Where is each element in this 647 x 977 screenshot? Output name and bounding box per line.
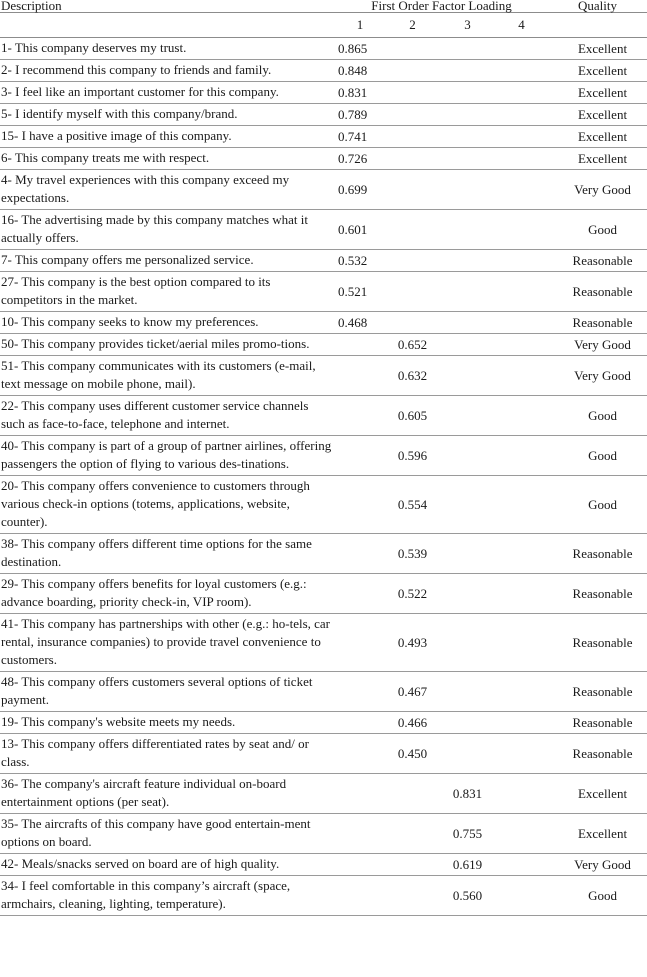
factor-2-loading	[385, 814, 440, 854]
factor-1-loading: 0.741	[338, 128, 368, 144]
item-description: 13- This company offers differentiated rates by seat and/ or class.	[1, 736, 309, 769]
table-row	[0, 272, 647, 312]
factor-1-loading: 0.848	[338, 62, 368, 78]
table-row	[0, 436, 647, 476]
table-row	[0, 126, 647, 148]
item-description: 16- The advertising made by this company matches what it actually offers.	[1, 212, 308, 245]
factor-4-loading	[495, 476, 548, 534]
factor-4-loading	[495, 854, 548, 876]
factor-2-loading: 0.539	[397, 545, 428, 561]
factor-2-loading: 0.596	[397, 447, 428, 463]
quality-rating: Very Good	[574, 367, 631, 383]
factor-2-loading	[385, 82, 440, 104]
table-row	[0, 170, 647, 210]
factor-2-loading	[385, 774, 440, 814]
factor-2-loading	[385, 104, 440, 126]
table-row	[0, 396, 647, 436]
table-row	[0, 814, 647, 854]
factor-3-loading	[440, 312, 495, 334]
item-description: 50- This company provides ticket/aerial miles promo-tions.	[1, 336, 310, 351]
factor-2-loading	[385, 38, 440, 60]
factor-1-loading: 0.831	[338, 84, 368, 100]
item-description: 15- I have a positive image of this company.	[1, 128, 232, 143]
factor-1-loading	[335, 876, 385, 916]
quality-rating: Excellent	[577, 62, 628, 78]
factor-4-loading	[495, 210, 548, 250]
factor-1-loading	[335, 734, 385, 774]
factor-3-loading	[440, 126, 495, 148]
factor-1-loading	[335, 356, 385, 396]
factor-3-loading: 0.755	[452, 825, 483, 841]
factor-3-loading	[440, 272, 495, 312]
item-description: 3- I feel like an important customer for this company.	[1, 84, 279, 99]
table-row	[0, 250, 647, 272]
factor-loading-header: First Order Factor Loading	[371, 0, 512, 13]
description-header: Description	[1, 0, 62, 13]
table-row	[0, 148, 647, 170]
item-description: 6- This company treats me with respect.	[1, 150, 210, 165]
factor-1-loading: 0.865	[338, 40, 368, 56]
factor-4-loading	[495, 614, 548, 672]
quality-rating: Reasonable	[572, 283, 633, 299]
quality-rating: Good	[588, 407, 617, 423]
item-description: 40- This company is part of a group of partner airlines, offering passengers the option of flying to various des-tinations.	[1, 438, 332, 471]
factor-1-loading	[335, 476, 385, 534]
factor-2-loading	[385, 126, 440, 148]
factor-1-loading	[335, 814, 385, 854]
factor-3-loading	[440, 712, 495, 734]
factor-1-loading	[335, 854, 385, 876]
header-row-factors	[0, 13, 647, 38]
quality-rating: Excellent	[577, 106, 628, 122]
factor-1-loading	[335, 712, 385, 734]
factor-1-loading: 0.726	[338, 150, 368, 166]
factor-2-loading	[385, 148, 440, 170]
factor-4-loading	[495, 250, 548, 272]
factor-3-loading: 0.619	[452, 856, 483, 872]
item-description: 29- This company offers benefits for loyal customers (e.g.: advance boarding, priority check-in, VIP room).	[1, 576, 307, 609]
quality-rating: Reasonable	[572, 314, 633, 330]
factor-2-loading	[385, 250, 440, 272]
quality-rating: Reasonable	[572, 545, 633, 561]
factor-3-header: 3	[464, 17, 471, 32]
quality-rating: Reasonable	[572, 714, 633, 730]
quality-rating: Excellent	[577, 40, 628, 56]
quality-rating: Very Good	[574, 336, 631, 352]
quality-rating: Good	[588, 496, 617, 512]
table-row	[0, 334, 647, 356]
item-description: 27- This company is the best option compared to its competitors in the market.	[1, 274, 271, 307]
quality-rating: Excellent	[577, 785, 628, 801]
quality-rating: Very Good	[574, 181, 631, 197]
factor-2-loading: 0.450	[397, 745, 428, 761]
quality-rating: Reasonable	[572, 634, 633, 650]
quality-rating: Excellent	[577, 128, 628, 144]
factor-4-loading	[495, 104, 548, 126]
item-description: 1- This company deserves my trust.	[1, 40, 187, 55]
factor-3-loading: 0.831	[452, 785, 483, 801]
table-row	[0, 574, 647, 614]
table-body	[0, 38, 647, 916]
factor-1-loading	[335, 574, 385, 614]
quality-rating: Reasonable	[572, 585, 633, 601]
quality-rating: Reasonable	[572, 252, 633, 268]
item-description: 34- I feel comfortable in this company’s aircraft (space, armchairs, cleaning, lighting, temperature).	[1, 878, 291, 911]
factor-1-loading: 0.532	[338, 252, 368, 268]
factor-3-loading	[440, 210, 495, 250]
factor-1-loading: 0.789	[338, 106, 368, 122]
table-row	[0, 312, 647, 334]
factor-4-loading	[495, 356, 548, 396]
item-description: 7- This company offers me personalized service.	[1, 252, 254, 267]
factor-4-loading	[495, 312, 548, 334]
factor-4-loading	[495, 60, 548, 82]
quality-rating: Reasonable	[572, 745, 633, 761]
factor-1-loading	[335, 396, 385, 436]
item-description: 41- This company has partnerships with other (e.g.: ho-tels, car rental, insurance companies) to provide travel convenience to customers.	[1, 616, 331, 667]
item-description: 38- This company offers different time options for the same destination.	[1, 536, 312, 569]
factor-4-loading	[495, 38, 548, 60]
factor-2-loading	[385, 312, 440, 334]
factor-4-loading	[495, 876, 548, 916]
factor-4-loading	[495, 712, 548, 734]
factor-1-header: 1	[356, 17, 364, 32]
factor-2-loading: 0.632	[397, 367, 428, 383]
header-row-main	[0, 0, 647, 13]
factor-3-loading	[440, 436, 495, 476]
quality-header: Quality	[578, 0, 618, 13]
factor-3-loading: 0.560	[452, 887, 483, 903]
quality-rating: Reasonable	[572, 683, 633, 699]
factor-2-loading	[385, 60, 440, 82]
empty-header-cell	[0, 13, 335, 38]
quality-rating: Good	[588, 221, 617, 237]
item-description: 5- I identify myself with this company/brand.	[1, 106, 238, 121]
factor-4-loading	[495, 574, 548, 614]
factor-3-loading	[440, 534, 495, 574]
factor-2-loading	[385, 876, 440, 916]
factor-2-loading: 0.493	[397, 634, 428, 650]
factor-2-header: 2	[409, 17, 416, 32]
table-row	[0, 534, 647, 574]
factor-3-loading	[440, 60, 495, 82]
table-row	[0, 356, 647, 396]
factor-1-loading	[335, 534, 385, 574]
factor-3-loading	[440, 356, 495, 396]
item-description: 4- My travel experiences with this company exceed my expectations.	[1, 172, 290, 205]
factor-1-loading	[335, 774, 385, 814]
item-description: 20- This company offers convenience to customers through various check-in options (totems, applications, website, counter).	[1, 478, 310, 529]
factor-1-loading: 0.601	[338, 221, 368, 237]
factor-3-loading	[440, 38, 495, 60]
quality-rating: Good	[588, 887, 617, 903]
factor-3-loading	[440, 250, 495, 272]
factor-4-loading	[495, 774, 548, 814]
table-row	[0, 876, 647, 916]
factor-3-loading	[440, 104, 495, 126]
table-row	[0, 60, 647, 82]
factor-4-loading	[495, 170, 548, 210]
item-description: 51- This company communicates with its customers (e-mail, text message on mobile phone, mail).	[1, 358, 316, 391]
factor-4-loading	[495, 734, 548, 774]
factor-4-loading	[495, 534, 548, 574]
factor-4-header: 4	[518, 17, 525, 32]
item-description: 2- I recommend this company to friends and family.	[1, 62, 272, 77]
factor-1-loading: 0.468	[338, 314, 368, 330]
factor-3-loading	[440, 148, 495, 170]
factor-2-loading	[385, 210, 440, 250]
item-description: 35- The aircrafts of this company have good entertain-ment options on board.	[1, 816, 311, 849]
factor-1-loading	[335, 672, 385, 712]
factor-4-loading	[495, 82, 548, 104]
table-row	[0, 854, 647, 876]
table-row	[0, 672, 647, 712]
item-description: 10- This company seeks to know my preferences.	[1, 314, 259, 329]
factor-2-loading: 0.466	[397, 714, 428, 730]
table-row	[0, 104, 647, 126]
item-description: 22- This company uses different customer service channels such as face-to-face, telephone and internet.	[1, 398, 309, 431]
item-description: 48- This company offers customers several options of ticket payment.	[1, 674, 313, 707]
table-row	[0, 210, 647, 250]
factor-1-loading	[335, 334, 385, 356]
factor-4-loading	[495, 126, 548, 148]
factor-3-loading	[440, 614, 495, 672]
factor-4-loading	[495, 396, 548, 436]
table-row	[0, 734, 647, 774]
item-description: 42- Meals/snacks served on board are of high quality.	[1, 856, 280, 871]
factor-2-loading: 0.605	[397, 407, 428, 423]
factor-2-loading: 0.467	[397, 683, 428, 699]
item-description: 36- The company's aircraft feature individual on-board entertainment options (per seat).	[1, 776, 287, 809]
table-row	[0, 614, 647, 672]
factor-4-loading	[495, 672, 548, 712]
factor-3-loading	[440, 170, 495, 210]
factor-3-loading	[440, 672, 495, 712]
table-row	[0, 38, 647, 60]
factor-2-loading	[385, 272, 440, 312]
factor-4-loading	[495, 272, 548, 312]
factor-1-loading: 0.521	[338, 283, 368, 299]
item-description: 19- This company's website meets my needs.	[1, 714, 236, 729]
factor-4-loading	[495, 436, 548, 476]
factor-2-loading	[385, 170, 440, 210]
quality-rating: Excellent	[577, 84, 628, 100]
factor-4-loading	[495, 148, 548, 170]
quality-rating: Excellent	[577, 825, 628, 841]
quality-rating: Very Good	[574, 856, 631, 872]
quality-rating: Good	[588, 447, 617, 463]
quality-rating: Excellent	[577, 150, 628, 166]
factor-2-loading: 0.554	[397, 496, 428, 512]
factor-3-loading	[440, 396, 495, 436]
factor-3-loading	[440, 476, 495, 534]
factor-1-loading: 0.699	[338, 181, 368, 197]
factor-2-loading: 0.652	[397, 336, 428, 352]
empty-header-cell	[548, 13, 647, 38]
table-row	[0, 82, 647, 104]
table-row	[0, 712, 647, 734]
table-row	[0, 476, 647, 534]
factor-1-loading	[335, 436, 385, 476]
factor-4-loading	[495, 814, 548, 854]
factor-3-loading	[440, 334, 495, 356]
factor-1-loading	[335, 614, 385, 672]
table-row	[0, 774, 647, 814]
factor-3-loading	[440, 574, 495, 614]
factor-2-loading: 0.522	[397, 585, 428, 601]
factor-3-loading	[440, 82, 495, 104]
factor-3-loading	[440, 734, 495, 774]
factor-4-loading	[495, 334, 548, 356]
factor-2-loading	[385, 854, 440, 876]
